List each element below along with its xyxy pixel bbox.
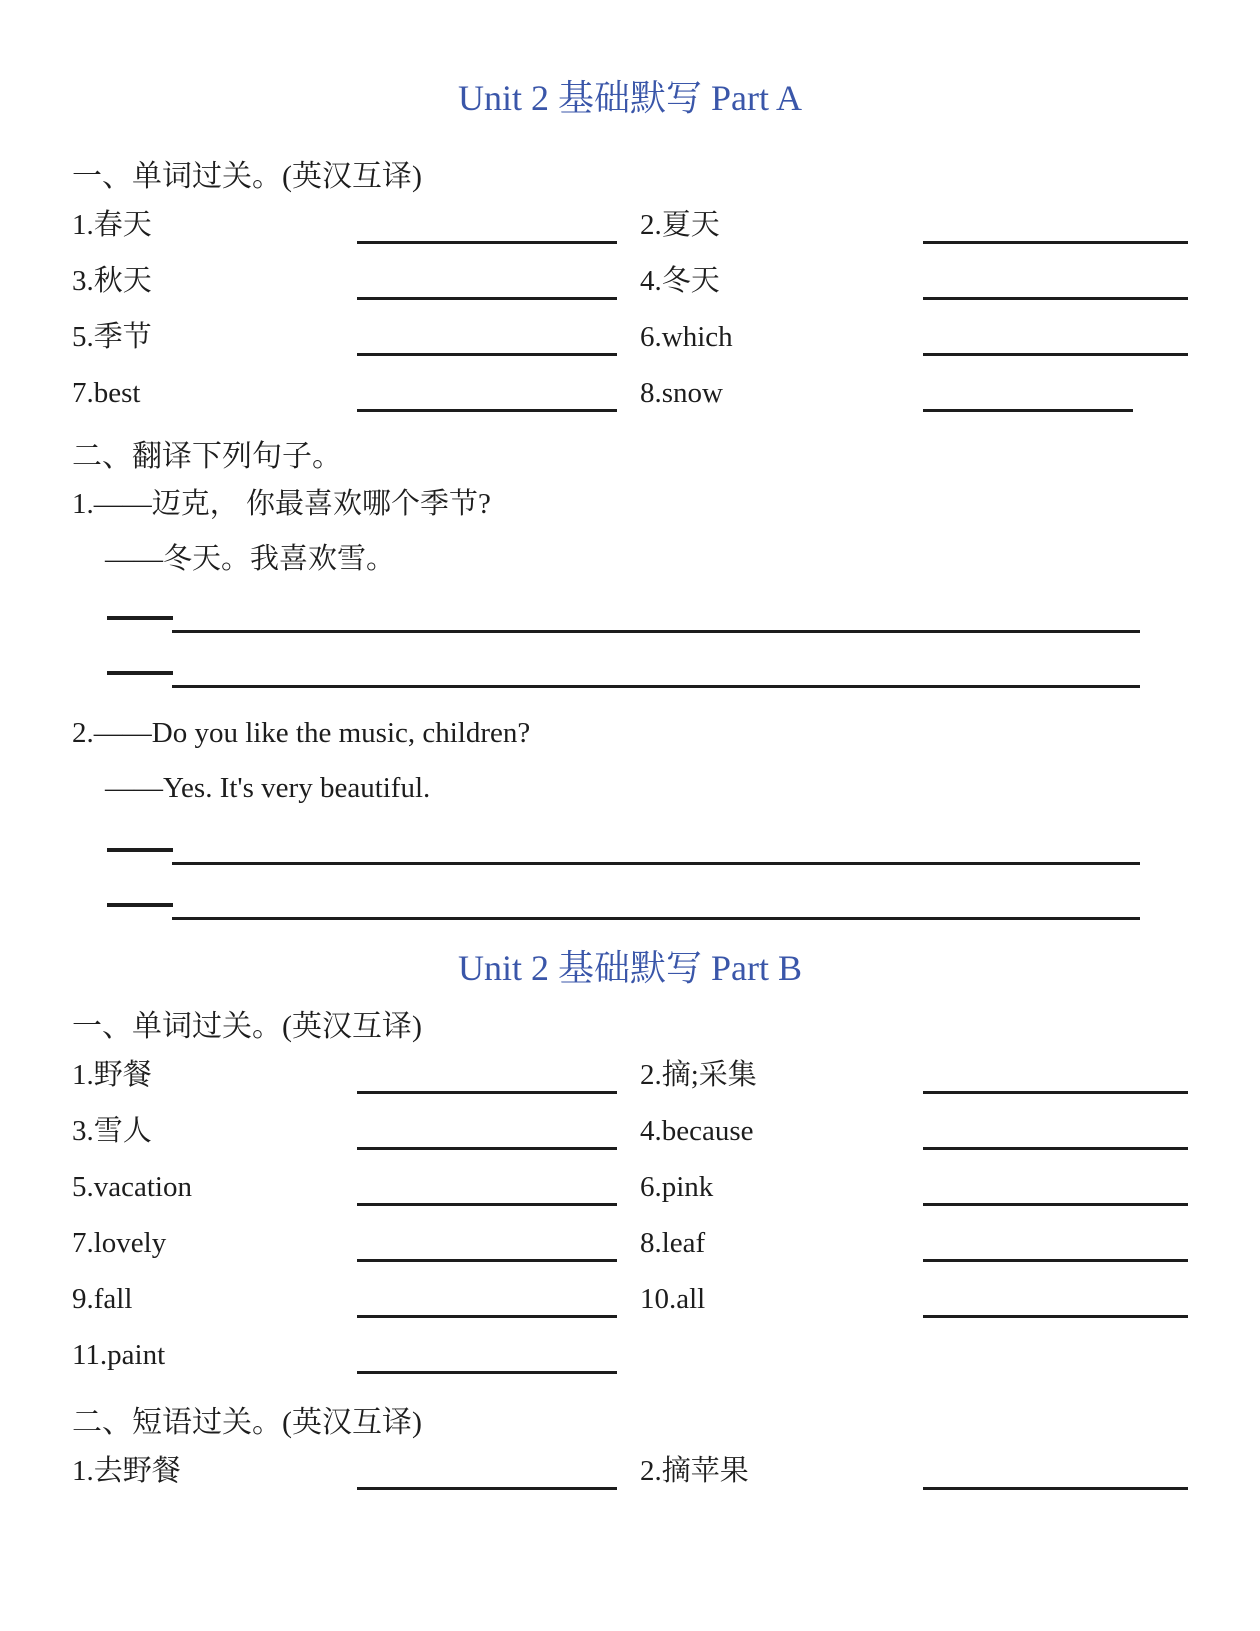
answer-dash xyxy=(107,848,173,852)
word-blank-line xyxy=(357,317,617,356)
word-blank-line xyxy=(923,1055,1188,1094)
word-row xyxy=(72,1156,1188,1212)
page-title-part-a: Unit 2 基础默写 Part A xyxy=(457,78,802,118)
answer-blank-line xyxy=(172,685,1140,688)
word-blank-line xyxy=(357,1451,617,1490)
dialogue-line: 2.——Do you like the music, children? xyxy=(72,717,531,749)
word-label: 5.季节 xyxy=(72,320,152,353)
word-blank-line xyxy=(923,1223,1188,1262)
word-row xyxy=(72,250,1188,306)
word-blank-line xyxy=(357,1223,617,1262)
word-label: 4.because xyxy=(640,1114,754,1147)
dialogue-line: ——Yes. It's very beautiful. xyxy=(105,772,431,804)
answer-row xyxy=(72,883,1188,938)
word-blank-line xyxy=(923,1279,1188,1318)
word-label: 11.paint xyxy=(72,1338,166,1371)
word-label: 6.which xyxy=(640,320,733,353)
answer-blank-line xyxy=(172,630,1140,633)
phrase-label: 1.去野餐 xyxy=(72,1454,181,1487)
word-blank-line xyxy=(357,1111,617,1150)
word-label: 8.snow xyxy=(640,376,723,409)
word-row xyxy=(72,306,1188,362)
word-label: 1.春天 xyxy=(72,208,152,241)
section-heading-words-b: 一、单词过关。(英汉互译) xyxy=(72,1010,422,1043)
word-row xyxy=(72,1324,1188,1380)
word-row xyxy=(72,194,1188,250)
word-label: 3.秋天 xyxy=(72,264,152,297)
answer-dash xyxy=(107,903,173,907)
dialogue-line: ——冬天。我喜欢雪。 xyxy=(105,543,396,575)
word-label: 1.野餐 xyxy=(72,1058,152,1091)
word-blank-line xyxy=(923,205,1188,244)
word-blank-line xyxy=(923,1451,1188,1490)
word-row xyxy=(72,1212,1188,1268)
dialogue-line: 1.——迈克， 你最喜欢哪个季节? xyxy=(72,488,491,520)
answer-row xyxy=(72,596,1188,651)
answer-row xyxy=(72,828,1188,883)
word-blank-line xyxy=(923,317,1188,356)
word-blank-line xyxy=(923,1111,1188,1150)
word-blank-line xyxy=(357,1055,617,1094)
word-label: 9.fall xyxy=(72,1282,133,1315)
word-label: 6.pink xyxy=(640,1170,714,1203)
word-blank-line xyxy=(357,373,617,412)
word-label: 7.best xyxy=(72,376,141,409)
word-label: 2.摘;采集 xyxy=(640,1058,757,1091)
word-blank-line xyxy=(357,1167,617,1206)
word-blank-line xyxy=(357,1335,617,1374)
answer-row xyxy=(72,651,1188,706)
word-blank-line xyxy=(357,1279,617,1318)
page-title-part-b: Unit 2 基础默写 Part B xyxy=(457,948,802,988)
word-label: 5.vacation xyxy=(72,1170,192,1203)
word-row xyxy=(72,362,1188,418)
word-blank-line xyxy=(923,261,1188,300)
section-heading-phrases-b: 二、短语过关。(英汉互译) xyxy=(72,1406,422,1439)
word-row xyxy=(72,1100,1188,1156)
word-row xyxy=(72,1268,1188,1324)
word-blank-line xyxy=(357,205,617,244)
answer-blank-line xyxy=(172,862,1140,865)
word-label: 3.雪人 xyxy=(72,1114,152,1147)
answer-dash xyxy=(107,616,173,620)
word-blank-line xyxy=(923,1167,1188,1206)
word-label: 8.leaf xyxy=(640,1226,706,1259)
word-row xyxy=(72,1044,1188,1100)
word-blank-line xyxy=(923,373,1133,412)
answer-blank-line xyxy=(172,917,1140,920)
word-label: 4.冬天 xyxy=(640,264,720,297)
word-label: 2.夏天 xyxy=(640,208,720,241)
section-heading-sentences-a: 二、翻译下列句子。 xyxy=(72,440,342,473)
word-label: 10.all xyxy=(640,1282,706,1315)
word-label: 7.lovely xyxy=(72,1226,167,1259)
phrase-label: 2.摘苹果 xyxy=(640,1454,749,1487)
word-blank-line xyxy=(357,261,617,300)
answer-dash xyxy=(107,671,173,675)
word-row xyxy=(72,1440,1188,1496)
section-heading-words-a: 一、单词过关。(英汉互译) xyxy=(72,160,422,193)
